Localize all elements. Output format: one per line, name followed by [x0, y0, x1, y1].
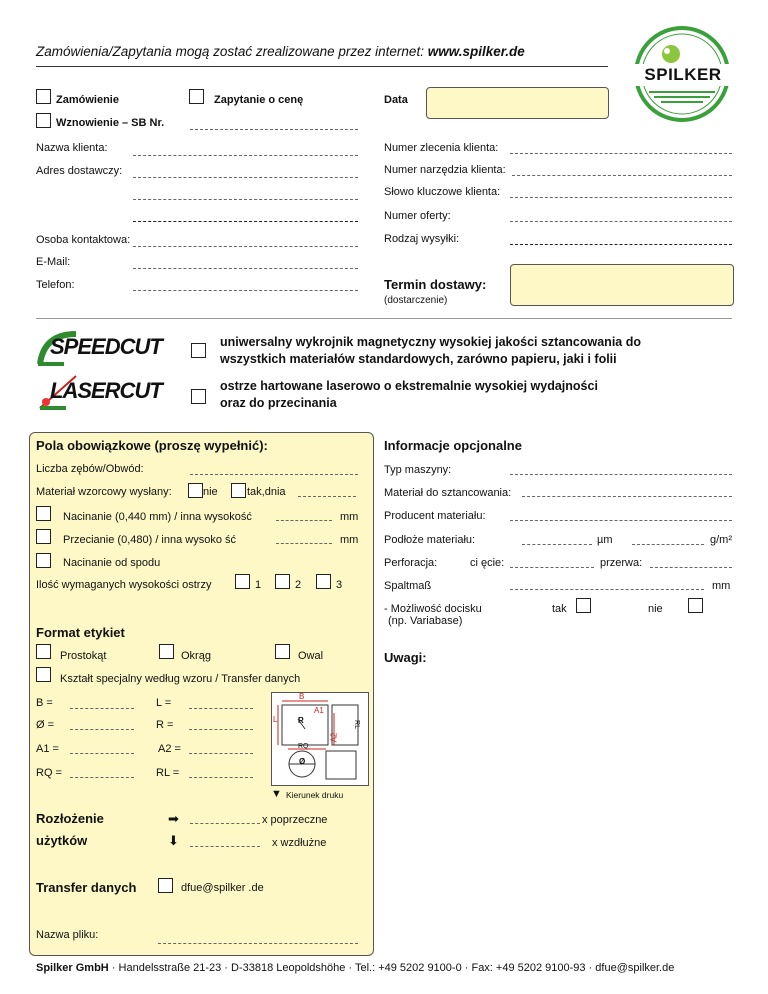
ciecie-field[interactable]	[510, 567, 594, 568]
termin-field[interactable]	[510, 264, 734, 306]
dostarczenie-label: (dostarczenie)	[384, 295, 448, 306]
zamowienie-label: Zamówienie	[56, 94, 119, 106]
header-rule	[36, 66, 608, 67]
adres-field-1[interactable]	[133, 177, 358, 178]
uwagi-label: Uwagi:	[384, 650, 427, 665]
telefon-field[interactable]	[133, 290, 358, 291]
numer-zlecenia-label: Numer zlecenia klienta:	[384, 142, 499, 154]
material-szt-field[interactable]	[522, 496, 732, 497]
um-label: µm	[597, 534, 613, 546]
numer-narzedzia-field[interactable]	[512, 175, 732, 176]
label-diagram	[271, 692, 369, 786]
ilosc-2-checkbox[interactable]	[275, 574, 290, 589]
podloze-um-field[interactable]	[522, 544, 592, 545]
ilosc-2-label: 2	[295, 579, 302, 591]
producent-field[interactable]	[510, 520, 732, 521]
przerwa-field[interactable]	[650, 567, 732, 568]
nazwa-pliku-field[interactable]	[158, 943, 358, 944]
a2-field[interactable]	[189, 753, 253, 754]
material-szt-label: Materiał do sztancowania:	[384, 487, 512, 499]
okrag-label: Okrąg	[181, 650, 211, 662]
data-field[interactable]	[426, 87, 609, 119]
typ-field[interactable]	[510, 474, 732, 475]
rodzaj-label: Rodzaj wysyłki:	[384, 233, 460, 245]
diagram-a2: A2	[329, 732, 339, 743]
diagram-rl: RL	[352, 720, 360, 729]
spaltmass-label: Spaltmaß	[384, 580, 432, 592]
a1-field[interactable]	[70, 753, 134, 754]
slowo-field[interactable]	[510, 197, 732, 198]
rozlozenie-label: Rozłożenie	[36, 811, 104, 826]
intro-url[interactable]: www.spilker.de	[427, 44, 525, 59]
footer	[36, 962, 674, 974]
rq-field[interactable]	[70, 777, 134, 778]
wzdluzne-field[interactable]	[190, 846, 260, 847]
spaltmass-mm: mm	[712, 580, 731, 592]
zapytanie-label: Zapytanie o cenę	[214, 94, 304, 106]
optional-title: Informacje opcjonalne	[384, 438, 522, 453]
adres-field-3[interactable]	[133, 221, 358, 222]
intro-text: Zamówienia/Zapytania mogą zostać zrealizowane przez internet:	[36, 44, 428, 59]
footer-address: · Handelsstraße 21-23 · D-33818 Leopoldshöhe · Tel.: +49 5202 9100-0 · Fax: +49 5202 9100-93 · dfue@spilker.de	[108, 962, 675, 974]
owal-checkbox[interactable]	[275, 644, 290, 659]
typ-label: Typ maszyny:	[384, 464, 452, 476]
nacinanie-mm: mm	[340, 511, 359, 523]
numer-oferty-label: Numer oferty:	[384, 210, 451, 222]
logo-text: SPILKER	[644, 65, 722, 84]
speedcut-desc-2: wszystkich materiałów standardowych, zarówno papieru, jaki i folii	[220, 352, 617, 366]
poprzeczne-field[interactable]	[190, 823, 260, 824]
ciecie-label: ci ęcie:	[470, 557, 505, 569]
poprzeczne-label: x poprzeczne	[262, 814, 328, 826]
producent-label: Producent materiału:	[384, 510, 486, 522]
perforacja-label: Perforacja:	[384, 557, 438, 569]
speedcut-checkbox[interactable]	[191, 343, 206, 358]
okrag-checkbox[interactable]	[159, 644, 174, 659]
rodzaj-field[interactable]	[510, 244, 732, 245]
telefon-label: Telefon:	[36, 279, 75, 291]
liczba-label: Liczba zębów/Obwód:	[36, 463, 144, 475]
gm2-label: g/m²	[710, 534, 732, 546]
osoba-label: Osoba kontaktowa:	[36, 234, 131, 246]
ilosc-1-checkbox[interactable]	[235, 574, 250, 589]
numer-narzedzia-label: Numer narzędzia klienta:	[384, 164, 506, 176]
prostokat-label: Prostokąt	[60, 650, 107, 662]
speedcut-desc-1: uniwersalny wykrojnik magnetyczny wysokiej jakości sztancowania do	[220, 335, 641, 349]
kierunek-arrow-icon: ▼	[271, 788, 282, 800]
footer-company: Spilker GmbH	[36, 962, 109, 974]
uzytkow-label: użytków	[36, 833, 88, 848]
diagram-b: B	[299, 692, 305, 701]
section-rule	[36, 318, 732, 319]
transfer-checkbox[interactable]	[158, 878, 173, 893]
material-nie-label: nie	[203, 486, 218, 498]
nazwa-klienta-field[interactable]	[133, 155, 358, 156]
lasercut-logo	[36, 372, 166, 412]
przecianie-label: Przecianie (0,480) / inna wysoko ść	[63, 534, 237, 546]
spaltmass-field[interactable]	[510, 589, 704, 590]
nacinanie-checkbox[interactable]	[36, 506, 51, 521]
ilosc-3-label: 3	[336, 579, 343, 591]
intro-line	[36, 44, 525, 59]
o-field[interactable]	[70, 729, 134, 730]
arrow-down-icon: ⬇	[168, 833, 179, 848]
l-field[interactable]	[189, 708, 253, 709]
mozliwosc-label-2: (np. Variabase)	[388, 615, 463, 627]
transfer-email: dfue@spilker .de	[181, 882, 264, 894]
adres-field-2[interactable]	[133, 199, 358, 200]
kierunek-label: Kierunek druku	[286, 790, 344, 800]
numer-oferty-field[interactable]	[510, 221, 732, 222]
ilosc-1-label: 1	[255, 579, 262, 591]
material-date-field[interactable]	[298, 496, 356, 497]
ilosc-label: Ilość wymaganych wysokości ostrzy	[36, 579, 212, 591]
arrow-right-icon: ➡	[168, 811, 179, 826]
mozliwosc-label-1: - Możliwość docisku	[384, 603, 482, 615]
mandatory-title: Pola obowiązkowe (proszę wypełnić):	[36, 438, 268, 453]
a1-label: A1 =	[36, 743, 59, 755]
diagram-l: L	[273, 715, 278, 724]
email-label: E-Mail:	[36, 256, 71, 268]
osoba-field[interactable]	[133, 246, 358, 247]
email-field[interactable]	[133, 268, 358, 269]
format-title: Format etykiet	[36, 625, 125, 640]
lasercut-desc-2: oraz do przecinania	[220, 396, 337, 410]
podloze-gm2-field[interactable]	[632, 544, 704, 545]
material-nie-checkbox[interactable]	[188, 483, 203, 498]
speedcut-logo	[36, 328, 166, 368]
wznowienie-label: Wznowienie – SB Nr.	[56, 117, 165, 129]
prostokat-checkbox[interactable]	[36, 644, 51, 659]
ilosc-3-checkbox[interactable]	[316, 574, 331, 589]
data-label: Data	[384, 94, 408, 106]
adres-label: Adres dostawczy:	[36, 165, 123, 177]
lasercut-desc-1: ostrze hartowane laserowo o ekstremalnie wysokiej wydajności	[220, 379, 598, 393]
speedcut-text: SPEEDCUT	[50, 334, 162, 359]
r-label: R =	[156, 719, 174, 731]
wznowienie-checkbox[interactable]	[36, 113, 51, 128]
nacinanie-spodu-checkbox[interactable]	[36, 553, 51, 568]
podloze-label: Podłoże materiału:	[384, 534, 476, 546]
przerwa-label: przerwa:	[600, 557, 643, 569]
przecianie-checkbox[interactable]	[36, 529, 51, 544]
numer-zlecenia-field[interactable]	[510, 153, 732, 154]
zapytanie-checkbox[interactable]	[189, 89, 204, 104]
rl-label: RL =	[156, 767, 180, 779]
owal-label: Owal	[298, 650, 324, 662]
diagram-r: R	[298, 716, 304, 725]
diagram-rq: RQ	[298, 743, 309, 750]
nacinanie-spodu-label: Nacinanie od spodu	[63, 557, 161, 569]
rq-label: RQ =	[36, 767, 62, 779]
diagram-a1: A1	[314, 706, 324, 715]
wzdluzne-label: x wzdłużne	[272, 837, 327, 849]
b-label: B =	[36, 697, 53, 709]
spilker-logo	[624, 26, 742, 122]
przecianie-mm: mm	[340, 534, 359, 546]
nacinanie-field[interactable]	[276, 520, 332, 521]
mozliwosc-nie-label: nie	[648, 603, 663, 615]
l-label: L =	[156, 697, 172, 709]
nazwa-klienta-label: Nazwa klienta:	[36, 142, 108, 154]
o-label: Ø =	[36, 719, 55, 731]
material-tak-checkbox[interactable]	[231, 483, 246, 498]
diagram-o: Ø	[299, 757, 306, 766]
lasercut-text: LASERCUT	[50, 378, 162, 403]
zamowienie-checkbox[interactable]	[36, 89, 51, 104]
ksztalt-checkbox[interactable]	[36, 667, 51, 682]
slowo-label: Słowo kluczowe klienta:	[384, 186, 501, 198]
mozliwosc-nie-checkbox[interactable]	[688, 598, 703, 613]
material-label: Materiał wzorcowy wysłany:	[36, 486, 172, 498]
termin-label: Termin dostawy:	[384, 277, 487, 292]
transfer-label: Transfer danych	[36, 880, 137, 895]
przecianie-field[interactable]	[276, 543, 332, 544]
liczba-field[interactable]	[190, 474, 358, 475]
nazwa-pliku-label: Nazwa pliku:	[36, 929, 99, 941]
ksztalt-label: Kształt specjalny według wzoru / Transfer danych	[60, 673, 301, 685]
wznowienie-field[interactable]	[190, 129, 358, 130]
r-field[interactable]	[189, 729, 253, 730]
nacinanie-label: Nacinanie (0,440 mm) / inna wysokość	[63, 511, 252, 523]
material-tak-label: tak,dnia	[247, 486, 286, 498]
b-field[interactable]	[70, 708, 134, 709]
lasercut-checkbox[interactable]	[191, 389, 206, 404]
mozliwosc-tak-checkbox[interactable]	[576, 598, 591, 613]
a2-label: A2 =	[158, 743, 181, 755]
rl-field[interactable]	[189, 777, 253, 778]
mozliwosc-tak-label: tak	[552, 603, 567, 615]
